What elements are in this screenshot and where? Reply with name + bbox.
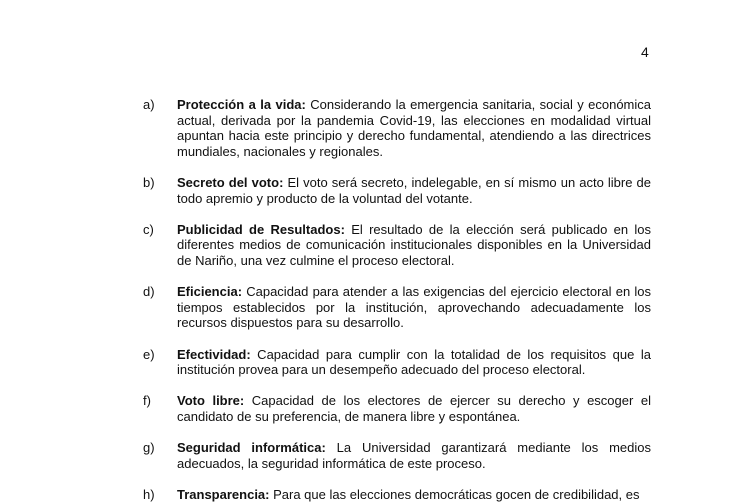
item-letter: f) <box>143 393 151 409</box>
list-item <box>143 97 651 159</box>
item-letter: h) <box>143 486 155 502</box>
list-item <box>143 347 651 378</box>
item-term: Voto libre: <box>177 393 245 409</box>
item-term: Secreto del voto: <box>177 174 284 190</box>
item-letter: c) <box>143 221 154 237</box>
item-term: Protección a la vida: <box>177 97 306 112</box>
item-term: Publicidad de Resultados: <box>177 221 345 237</box>
item-description: Capacidad de los electores de ejercer su derecho y escoger el candidato de su preferencia, de manera libre y espontánea. <box>177 393 651 424</box>
item-description: El voto será secreto, indelegable, en sí mismo un acto libre de todo apremio y producto de la voluntad del votante. <box>177 174 652 206</box>
item-description: La Universidad garantizará mediante los medios adecuados, la seguridad informática de este proceso. <box>177 440 651 471</box>
item-term: Efectividad: <box>177 346 251 362</box>
item-letter: d) <box>143 284 155 300</box>
item-description: Capacidad para cumplir con la totalidad de los requisitos que la institución provea para un desempeño adecuado del proceso electoral. <box>177 346 651 378</box>
list-item <box>143 393 651 424</box>
item-description: El resultado de la elección será publicado en los diferentes medios de comunicación institucionales disponibles en la Universidad de Nariño, una vez culmine el proceso electoral. <box>177 221 652 268</box>
page-number: 4 <box>641 44 649 60</box>
item-letter: b) <box>143 174 155 190</box>
list-item <box>143 440 651 471</box>
item-description: Capacidad para atender a las exigencias del ejercicio electoral en los tiempos establecidos por la institución, aprovechando adecuadamente los recursos dispuestos para su desarrollo. <box>177 284 651 331</box>
list-item <box>143 222 651 269</box>
principles-list <box>143 97 651 502</box>
item-description: Para que las elecciones democráticas gocen de credibilidad, es <box>269 486 640 502</box>
item-term: Transparencia: <box>177 486 270 502</box>
item-term: Seguridad informática: <box>177 440 326 456</box>
item-letter: g) <box>143 440 155 456</box>
list-item <box>143 284 651 331</box>
list-item <box>143 175 651 206</box>
item-letter: e) <box>143 346 155 362</box>
item-term: Eficiencia: <box>177 284 243 300</box>
item-description: Considerando la emergencia sanitaria, social y económica actual, derivada por la pandemia Covid-19, las elecciones en modalidad virtual apuntan hacia este principio y derecho fundamental, atendiendo a las directrices mundiales, nacionales y regionales. <box>177 97 652 159</box>
list-item <box>143 487 651 502</box>
item-letter: a) <box>143 97 155 112</box>
